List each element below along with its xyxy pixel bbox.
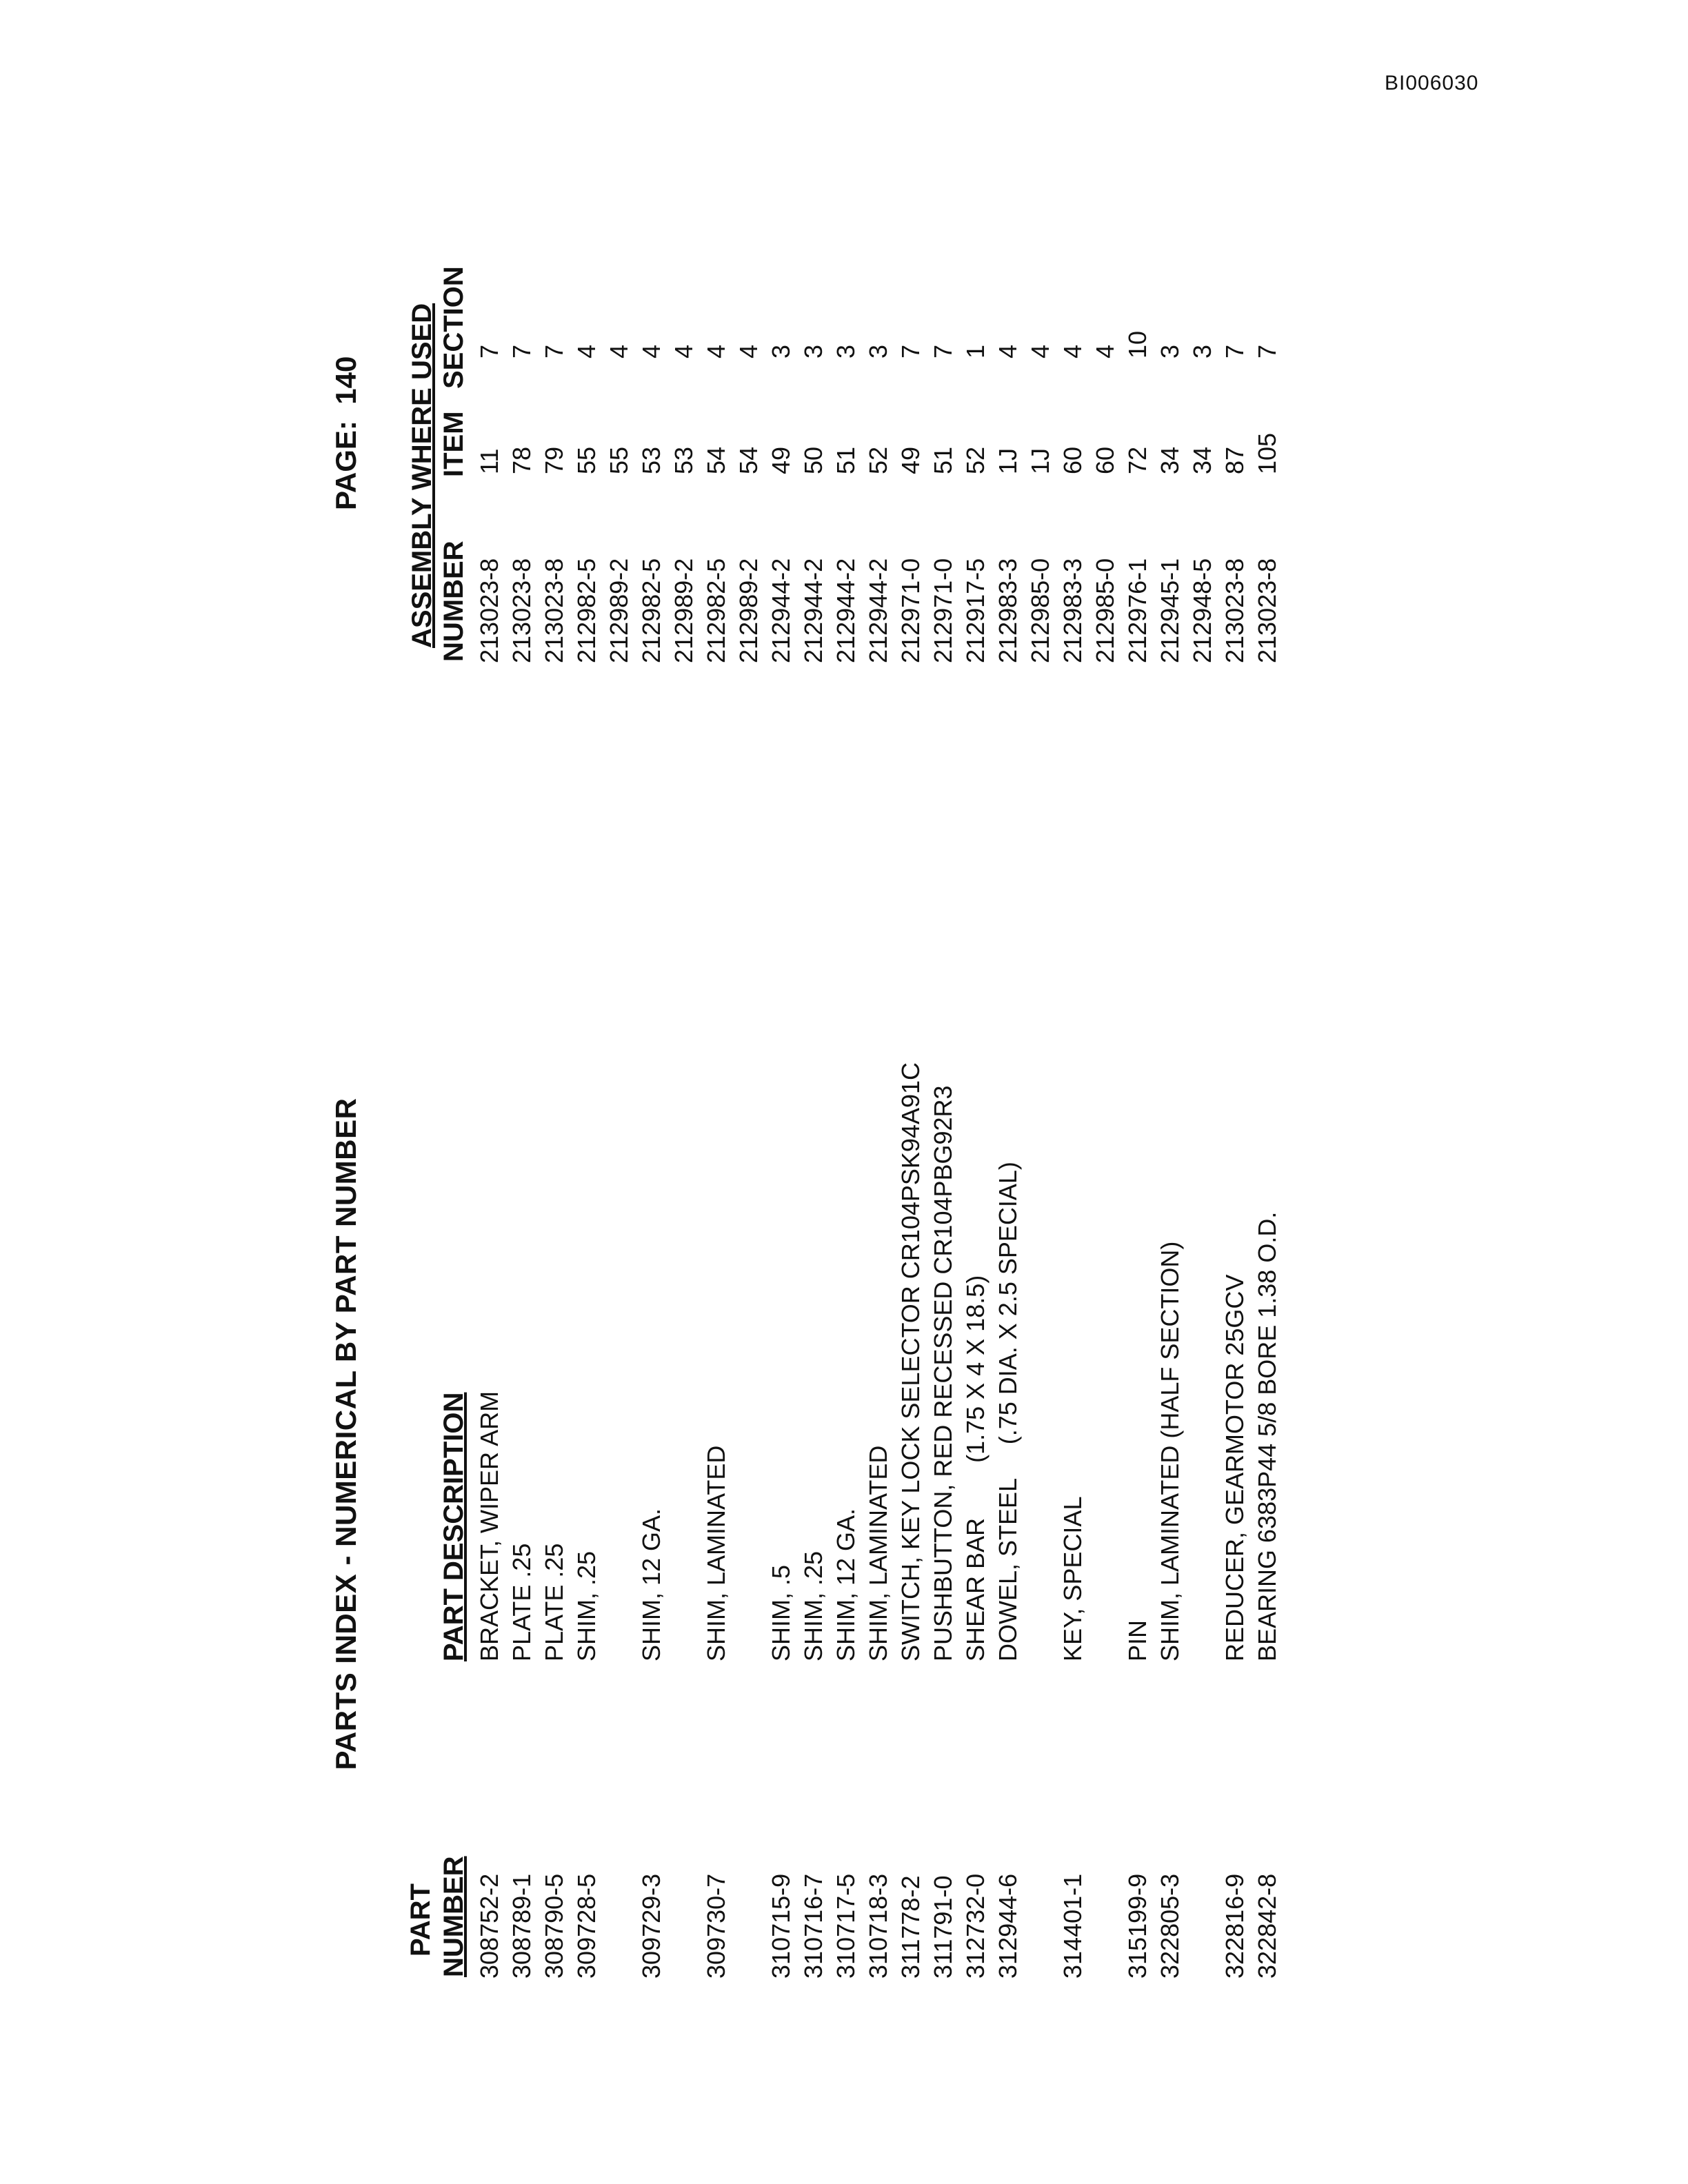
section-cell: 3 bbox=[1156, 344, 1184, 358]
header-part: PART bbox=[405, 1883, 436, 1957]
assembly-number-cell: 212944-2 bbox=[799, 558, 827, 663]
section-cell: 3 bbox=[799, 344, 827, 358]
part-description-cell: SHIM, 12 GA. bbox=[832, 1508, 860, 1661]
item-cell: 54 bbox=[702, 446, 730, 474]
item-cell: 79 bbox=[540, 446, 568, 474]
assembly-number-cell: 212985-0 bbox=[1026, 558, 1054, 663]
part-number-cell: 310716-7 bbox=[799, 1873, 827, 1979]
item-cell: 78 bbox=[508, 446, 536, 474]
assembly-number-cell: 212989-2 bbox=[670, 558, 698, 663]
assembly-number-cell: 212989-2 bbox=[605, 558, 633, 663]
section-cell: 10 bbox=[1123, 330, 1152, 358]
item-cell: 1J bbox=[1026, 447, 1054, 474]
table-row bbox=[1124, 248, 1156, 2013]
section-cell: 4 bbox=[994, 344, 1022, 358]
assembly-number-cell: 212983-3 bbox=[1058, 558, 1087, 663]
table-row bbox=[962, 248, 994, 2013]
table-row bbox=[670, 248, 702, 2013]
part-description-cell: REDUCER, GEARMOTOR 25GCV bbox=[1220, 1274, 1249, 1661]
section-cell: 3 bbox=[1188, 344, 1216, 358]
assembly-number-cell: 213023-8 bbox=[475, 558, 503, 663]
table-row bbox=[1156, 248, 1188, 2013]
section-cell: 4 bbox=[572, 344, 601, 358]
part-number-cell: 322805-3 bbox=[1156, 1873, 1184, 1979]
assembly-number-cell: 212983-3 bbox=[994, 558, 1022, 663]
part-number-cell: 322842-8 bbox=[1253, 1873, 1281, 1979]
part-description-cell: BRACKET, WIPER ARM bbox=[475, 1391, 503, 1661]
assembly-number-cell: 212982-5 bbox=[572, 558, 601, 663]
item-cell: 72 bbox=[1123, 446, 1152, 474]
assembly-number-cell: 213023-8 bbox=[1253, 558, 1281, 663]
section-cell: 7 bbox=[1253, 344, 1281, 358]
assembly-number-cell: 212944-2 bbox=[864, 558, 892, 663]
header-item: ITEM bbox=[439, 411, 469, 477]
header-section: SECTION bbox=[439, 266, 469, 389]
table-row bbox=[994, 248, 1026, 2013]
part-description-cell: SHIM, 12 GA. bbox=[637, 1508, 665, 1661]
part-number-cell: 314401-1 bbox=[1058, 1873, 1087, 1979]
item-cell: 53 bbox=[670, 446, 698, 474]
header-assembly-where-used: ASSEMBLY WHERE USED bbox=[407, 303, 437, 648]
table-row bbox=[897, 248, 929, 2013]
item-cell: 60 bbox=[1091, 446, 1119, 474]
part-number-cell: 312732-0 bbox=[961, 1873, 989, 1979]
section-cell: 7 bbox=[508, 344, 536, 358]
part-description-cell: SHIM, .25 bbox=[799, 1550, 827, 1661]
part-number-cell: 310715-9 bbox=[767, 1873, 795, 1979]
page-number-label bbox=[330, 356, 363, 510]
header-part-description: PART DESCRIPTION bbox=[439, 1392, 469, 1661]
item-cell: 50 bbox=[799, 446, 827, 474]
part-number-cell: 322816-9 bbox=[1220, 1873, 1249, 1979]
assembly-number-cell: 212944-2 bbox=[832, 558, 860, 663]
part-description-cell: SHIM, LAMINATED (HALF SECTION) bbox=[1156, 1241, 1184, 1661]
part-description-cell: PUSHBUTTON, RED RECESSED CR104PBG92R3 bbox=[929, 1085, 957, 1661]
part-description-cell: KEY, SPECIAL bbox=[1058, 1496, 1087, 1661]
header-assembly-number: NUMBER bbox=[439, 540, 469, 662]
item-cell: 52 bbox=[864, 446, 892, 474]
table-row bbox=[832, 248, 864, 2013]
part-description-cell: SHIM, .5 bbox=[767, 1564, 795, 1661]
table-row bbox=[476, 248, 508, 2013]
assembly-number-cell: 212985-0 bbox=[1091, 558, 1119, 663]
section-cell: 7 bbox=[896, 344, 925, 358]
part-description-cell: PLATE .25 bbox=[508, 1543, 536, 1661]
assembly-number-cell: 212982-5 bbox=[702, 558, 730, 663]
section-cell: 1 bbox=[961, 344, 989, 358]
item-cell: 11 bbox=[475, 448, 503, 474]
item-cell: 54 bbox=[734, 446, 763, 474]
part-number-cell: 308752-2 bbox=[475, 1873, 503, 1979]
section-cell: 3 bbox=[864, 344, 892, 358]
item-cell: 60 bbox=[1058, 446, 1087, 474]
part-description-cell: DOWEL, STEEL (.75 DIA. X 2.5 SPECIAL) bbox=[994, 1162, 1022, 1661]
table-row bbox=[1059, 248, 1091, 2013]
part-description-cell: BEARING 6383P44 5/8 BORE 1.38 O.D. bbox=[1253, 1211, 1281, 1661]
part-description-cell: SHEAR BAR (1.75 X 4 X 18.5) bbox=[961, 1275, 989, 1661]
page-label: PAGE: bbox=[330, 421, 362, 510]
part-description-cell: SHIM, LAMINATED bbox=[864, 1445, 892, 1661]
section-cell: 4 bbox=[1091, 344, 1119, 358]
table-row bbox=[605, 248, 637, 2013]
section-cell: 7 bbox=[540, 344, 568, 358]
section-cell: 7 bbox=[1220, 344, 1249, 358]
document-id: BI006030 bbox=[1385, 72, 1479, 94]
item-cell: 51 bbox=[929, 446, 957, 474]
table-row bbox=[638, 248, 670, 2013]
assembly-number-cell: 212971-0 bbox=[929, 558, 957, 663]
table-row bbox=[930, 248, 961, 2013]
part-number-cell: 310718-3 bbox=[864, 1873, 892, 1979]
section-cell: 4 bbox=[670, 344, 698, 358]
item-cell: 105 bbox=[1253, 432, 1281, 474]
item-cell: 34 bbox=[1156, 446, 1184, 474]
assembly-number-cell: 212971-0 bbox=[896, 558, 925, 663]
rotated-page-content bbox=[0, 248, 1281, 2013]
table-row bbox=[573, 248, 605, 2013]
item-cell: 51 bbox=[832, 446, 860, 474]
assembly-number-cell: 213023-8 bbox=[1220, 558, 1249, 663]
table-row bbox=[1189, 248, 1220, 2013]
item-cell: 53 bbox=[637, 446, 665, 474]
assembly-number-cell: 212982-5 bbox=[637, 558, 665, 663]
assembly-number-cell: 212945-1 bbox=[1156, 558, 1184, 663]
item-cell: 49 bbox=[896, 446, 925, 474]
table-row bbox=[800, 248, 832, 2013]
section-cell: 4 bbox=[637, 344, 665, 358]
item-cell: 55 bbox=[605, 446, 633, 474]
assembly-number-cell: 212917-5 bbox=[961, 558, 989, 663]
assembly-number-cell: 213023-8 bbox=[540, 558, 568, 663]
table-row bbox=[1221, 248, 1253, 2013]
table-row bbox=[735, 248, 767, 2013]
section-cell: 7 bbox=[929, 344, 957, 358]
section-cell: 3 bbox=[832, 344, 860, 358]
table-row bbox=[767, 248, 799, 2013]
part-number-cell: 315199-9 bbox=[1123, 1873, 1152, 1979]
part-description-cell: SHIM, LAMINATED bbox=[702, 1445, 730, 1661]
table-row bbox=[703, 248, 734, 2013]
page-title: PARTS INDEX - NUMERICAL BY PART NUMBER bbox=[330, 1098, 362, 1770]
table-row bbox=[1092, 248, 1123, 2013]
assembly-number-cell: 212989-2 bbox=[734, 558, 763, 663]
item-cell: 52 bbox=[961, 446, 989, 474]
part-number-cell: 312944-6 bbox=[994, 1873, 1022, 1979]
table-row bbox=[541, 248, 572, 2013]
part-description-cell: PIN bbox=[1123, 1619, 1152, 1661]
part-description-cell: SWITCH, KEY LOCK SELECTOR CR104PSK94A91C bbox=[896, 1062, 925, 1661]
header-part-number: NUMBER bbox=[439, 1856, 469, 1977]
part-number-cell: 308790-5 bbox=[540, 1873, 568, 1979]
page-number: 140 bbox=[330, 356, 362, 405]
part-description-cell: PLATE .25 bbox=[540, 1543, 568, 1661]
part-number-cell: 311791-0 bbox=[929, 1875, 957, 1979]
assembly-number-cell: 212976-1 bbox=[1123, 558, 1152, 663]
table-row bbox=[865, 248, 896, 2013]
assembly-number-cell: 212948-5 bbox=[1188, 558, 1216, 663]
section-cell: 4 bbox=[734, 344, 763, 358]
part-number-cell: 308789-1 bbox=[508, 1873, 536, 1979]
part-description-cell: SHIM, .25 bbox=[572, 1550, 601, 1661]
table-row bbox=[508, 248, 540, 2013]
section-cell: 7 bbox=[475, 344, 503, 358]
table-row bbox=[1027, 248, 1058, 2013]
part-number-cell: 310717-5 bbox=[832, 1873, 860, 1979]
table-row bbox=[1254, 248, 1285, 2013]
section-cell: 4 bbox=[702, 344, 730, 358]
assembly-number-cell: 213023-8 bbox=[508, 558, 536, 663]
part-number-cell: 311778-2 bbox=[896, 1875, 925, 1979]
item-cell: 49 bbox=[767, 446, 795, 474]
section-cell: 4 bbox=[1058, 344, 1087, 358]
section-cell: 3 bbox=[767, 344, 795, 358]
part-number-cell: 309730-7 bbox=[702, 1873, 730, 1979]
item-cell: 34 bbox=[1188, 446, 1216, 474]
part-number-cell: 309728-5 bbox=[572, 1873, 601, 1979]
item-cell: 87 bbox=[1220, 446, 1249, 474]
assembly-number-cell: 212944-2 bbox=[767, 558, 795, 663]
item-cell: 1J bbox=[994, 447, 1022, 474]
item-cell: 55 bbox=[572, 446, 601, 474]
section-cell: 4 bbox=[1026, 344, 1054, 358]
section-cell: 4 bbox=[605, 344, 633, 358]
part-number-cell: 309729-3 bbox=[637, 1873, 665, 1979]
